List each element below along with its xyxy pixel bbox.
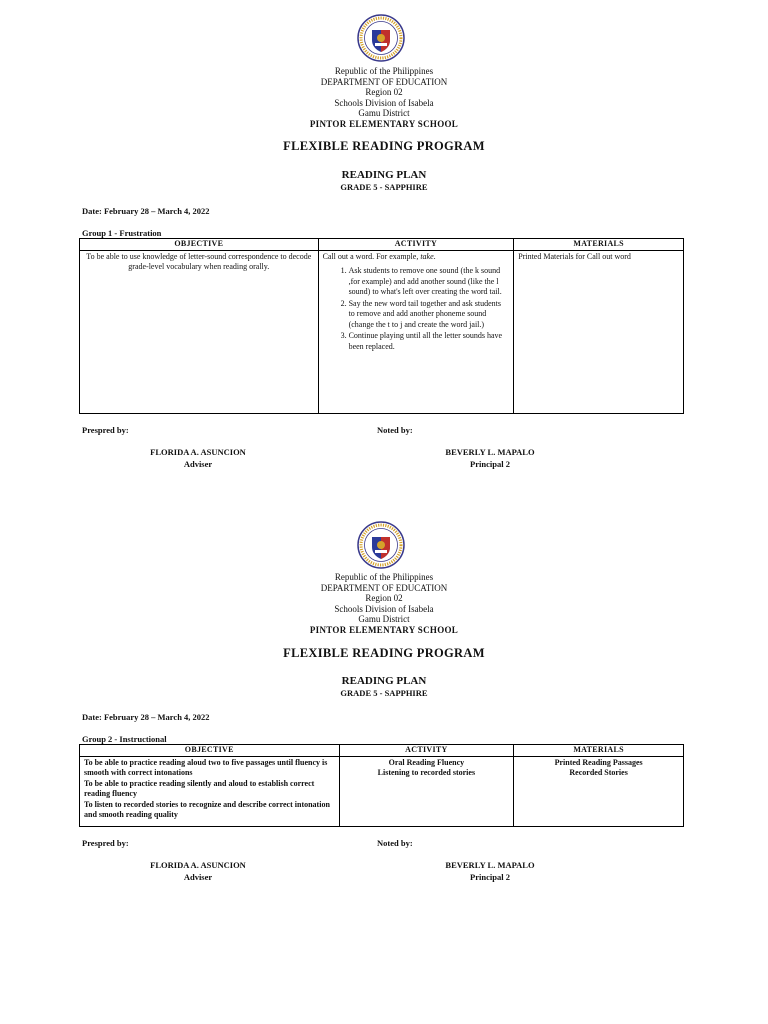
noted-by-label	[377, 838, 413, 848]
header-line: Schools Division of Isabela	[334, 603, 434, 614]
agency-header	[0, 66, 768, 129]
header-line: Gamu District	[358, 614, 410, 624]
prepared-by-label: Prespred by:	[82, 425, 129, 435]
activity-item: Oral Reading Fluency	[388, 757, 465, 767]
objective-text: To be able to use knowledge of letter-sound correspondence to decode grade-level vocabulary when reading orally.	[86, 251, 312, 271]
reading-plan-table	[79, 744, 684, 827]
noted-by-label	[377, 425, 413, 435]
table-row	[80, 250, 684, 413]
column-header-objective: OBJECTIVE	[80, 745, 340, 757]
agency-header	[0, 572, 768, 635]
activity-step: 1. Ask students to remove one sound (the k sound ,for example) and add another sound (like the l sound) to what's left over creating the word tail.	[349, 266, 510, 298]
activity-cell	[318, 250, 514, 413]
header-line: Schools Division of Isabela	[334, 97, 434, 108]
school-name: PINTOR ELEMENTARY SCHOOL	[309, 624, 459, 635]
activity-intro-word: take	[420, 251, 434, 261]
activity-step: 2. Say the new word tail together and ask students to remove and add another phoneme sound (change the t to j and create the word jail.)	[349, 299, 510, 331]
objective-cell	[80, 250, 319, 413]
activity-intro-text: Call out a word. For example,	[322, 251, 419, 261]
principal-title: Principal 2	[470, 872, 510, 882]
column-header-materials: MATERIALS	[514, 239, 684, 251]
principal-name: BEVERLY L. MAPALO	[445, 447, 535, 457]
header-line: Region 02	[365, 593, 403, 603]
header-line: DEPARTMENT OF EDUCATION	[320, 76, 448, 87]
grade-label: GRADE 5 - SAPPHIRE	[340, 182, 428, 192]
deped-seal-icon	[357, 14, 405, 62]
plan-title: READING PLAN	[341, 675, 427, 687]
principal-title: Principal 2	[470, 459, 510, 469]
materials-cell	[514, 756, 684, 826]
program-title: FLEXIBLE READING PROGRAM	[283, 139, 485, 153]
header-line: DEPARTMENT OF EDUCATION	[320, 582, 448, 593]
grade-label: GRADE 5 - SAPPHIRE	[340, 688, 428, 698]
objective-item: To listen to recorded stories to recognize and describe correct intonation and smooth reading quality	[84, 799, 330, 819]
deped-seal-icon	[357, 521, 405, 569]
header-line: Region 02	[365, 87, 403, 97]
activity-item: Listening to recorded stories	[377, 768, 476, 777]
noted-by-text: Noted by:	[377, 838, 413, 848]
school-name: PINTOR ELEMENTARY SCHOOL	[309, 118, 459, 129]
program-title: FLEXIBLE READING PROGRAM	[283, 646, 485, 660]
activity-cell	[339, 756, 514, 826]
activity-steps	[323, 266, 510, 352]
group-label: Group 2 - Instructional	[82, 734, 167, 744]
objective-cell	[80, 756, 340, 826]
date-label: Date: February 28 – March 4, 2022	[82, 712, 210, 722]
table-header-row	[80, 239, 684, 251]
materials-cell	[514, 250, 684, 413]
group-label: Group 1 - Frustration	[82, 228, 162, 238]
table-header-row	[80, 745, 684, 757]
materials-item: Recorded Stories	[569, 768, 628, 777]
date-label: Date: February 28 – March 4, 2022	[82, 206, 210, 216]
header-line: Republic of the Philippines	[334, 572, 434, 582]
plan-title: READING PLAN	[341, 169, 427, 181]
column-header-materials: MATERIALS	[514, 745, 684, 757]
activity-intro: Call out a word. For example, take.	[322, 251, 436, 261]
adviser-name: FLORIDA A. ASUNCION	[150, 860, 246, 870]
materials-text: Printed Materials for Call out word	[518, 251, 631, 261]
objective-item: To be able to practice reading aloud two to five passages until fluency is smooth with correct intonations	[84, 757, 328, 777]
reading-plan-table	[79, 238, 684, 414]
header-line: Gamu District	[358, 108, 410, 118]
activity-step: 3. Continue playing until all the letter sounds have been replaced.	[349, 331, 510, 352]
column-header-activity: ACTIVITY	[339, 745, 514, 757]
column-header-objective: OBJECTIVE	[80, 239, 319, 251]
noted-by-text: Noted by:	[377, 425, 413, 435]
principal-name: BEVERLY L. MAPALO	[445, 860, 535, 870]
adviser-title: Adviser	[183, 459, 213, 469]
header-line: Republic of the Philippines	[334, 66, 434, 76]
objective-item: To be able to practice reading silently and aloud to establish correct reading fluency	[84, 778, 315, 798]
table-row	[80, 756, 684, 826]
materials-item: Printed Reading Passages	[554, 757, 643, 767]
prepared-by-label: Prespred by:	[82, 838, 129, 848]
adviser-title: Adviser	[183, 872, 213, 882]
column-header-activity: ACTIVITY	[318, 239, 514, 251]
adviser-name: FLORIDA A. ASUNCION	[150, 447, 246, 457]
